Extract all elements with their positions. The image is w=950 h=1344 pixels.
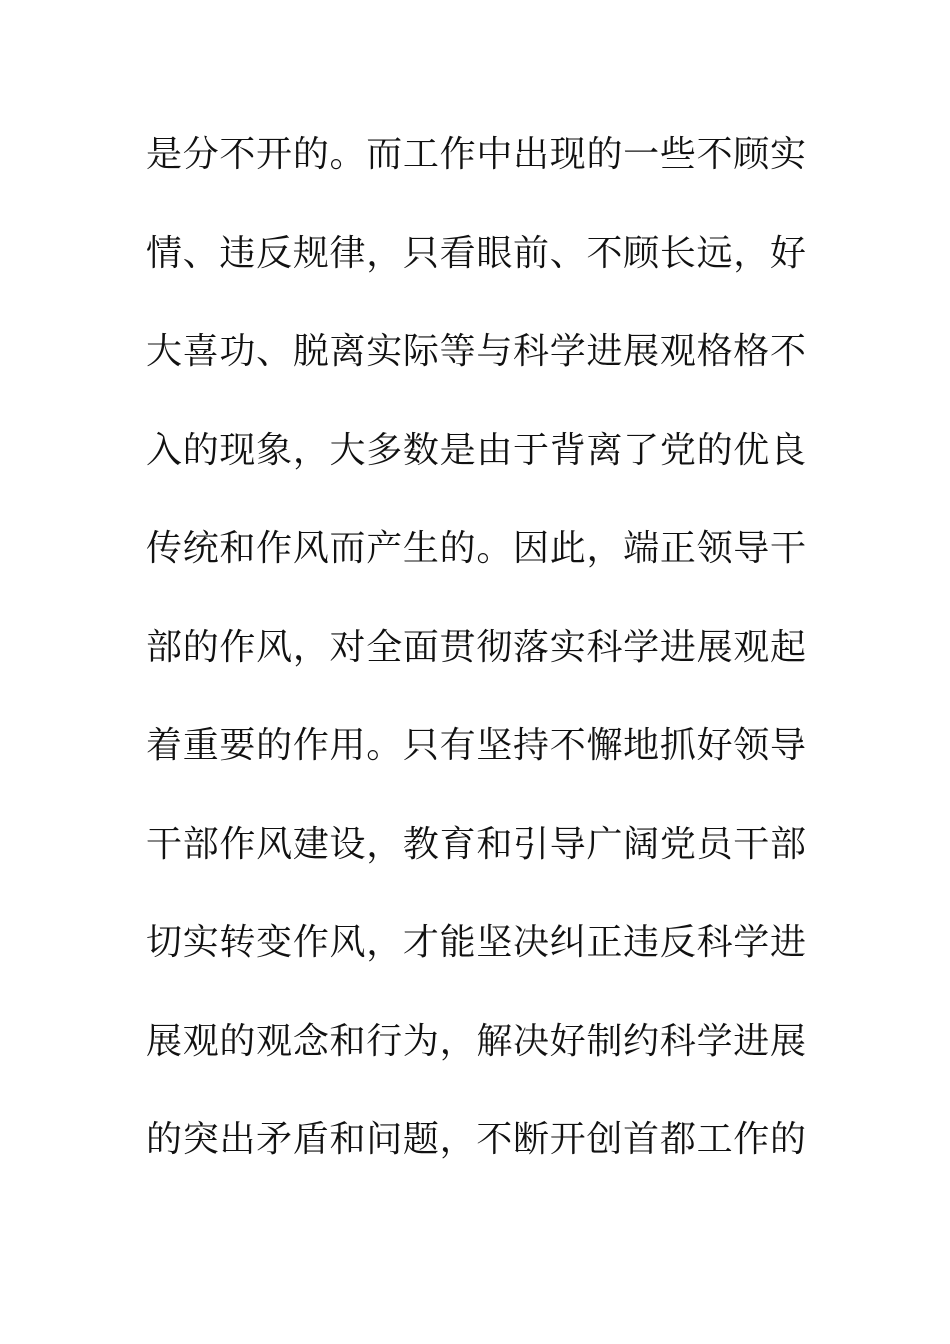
text-line: 情、违反规律，只看眼前、不顾长远，好 xyxy=(146,232,806,274)
body-text xyxy=(146,120,806,1204)
text-line: 是分不开的。而工作中出现的一些不顾实 xyxy=(146,134,806,175)
text-line: 干部作风建设，教育和引导广阔党员干部 xyxy=(146,823,806,865)
text-line: 大喜功、脱离实际等与科学进展观格格不 xyxy=(146,331,806,372)
text-line: 展观的观念和行为，解决好制约科学进展 xyxy=(146,1020,806,1062)
text-line: 传统和作风而产生的。因此，端正领导干 xyxy=(146,528,806,569)
text-line: 部的作风，对全面贯彻落实科学进展观起 xyxy=(146,626,806,668)
text-line: 着重要的作用。只有坚持不懈地抓好领导 xyxy=(146,725,806,766)
text-line: 入的现象，大多数是由于背离了党的优良 xyxy=(146,429,806,471)
text-line: 切实转变作风，才能坚决纠正违反科学进 xyxy=(146,922,806,963)
text-line: 的突出矛盾和问题，不断开创首都工作的 xyxy=(146,1119,806,1160)
